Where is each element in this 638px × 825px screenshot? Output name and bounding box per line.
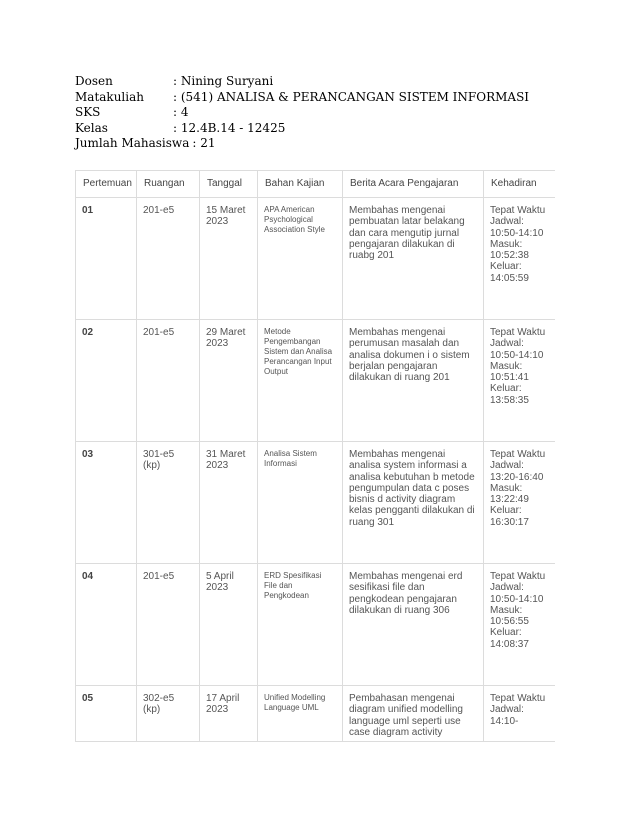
cell-berita-acara: Membahas mengenai analisa system informasi a analisa kebutuhan b metode pengumpulan data c poses bisnis d activity diagram kelas pengganti dilakukan di ruang 301 xyxy=(343,442,484,564)
cell-ruangan: 302-e5 (kp) xyxy=(137,686,200,743)
kelas-value: : 12.4B.14 - 12425 xyxy=(173,121,285,137)
cell-bahan-kajian: Metode Pengembangan Sistem dan Analisa Perancangan Input Output xyxy=(258,320,343,442)
attendance-table xyxy=(75,170,555,742)
table-row xyxy=(76,320,556,442)
jumlah-label: Jumlah Mahasiswa xyxy=(75,136,190,150)
cell-pertemuan: 04 xyxy=(76,564,137,686)
jumlah-value: : 21 xyxy=(192,136,215,152)
cell-bahan-kajian: ERD Spesifikasi File dan Pengkodean xyxy=(258,564,343,686)
cell-pertemuan: 05 xyxy=(76,686,137,743)
col-header-tanggal: Tanggal xyxy=(200,171,258,198)
cell-kehadiran: Tepat Waktu Jadwal: 10:50-14:10 Masuk: 10:52:38 Keluar: 14:05:59 xyxy=(484,198,556,320)
cell-berita-acara: Pembahasan mengenai diagram unified modelling language uml seperti use case diagram activity xyxy=(343,686,484,743)
attendance-table-wrapper xyxy=(75,170,555,742)
sks-row xyxy=(75,105,529,121)
col-header-berita-acara: Berita Acara Pengajaran xyxy=(343,171,484,198)
col-header-kehadiran: Kehadiran xyxy=(484,171,556,198)
table-row xyxy=(76,564,556,686)
table-row xyxy=(76,442,556,564)
col-header-bahan-kajian: Bahan Kajian xyxy=(258,171,343,198)
cell-tanggal: 31 Maret 2023 xyxy=(200,442,258,564)
cell-ruangan: 201-e5 xyxy=(137,564,200,686)
document-header xyxy=(75,74,529,152)
col-header-ruangan: Ruangan xyxy=(137,171,200,198)
jumlah-row xyxy=(75,136,529,152)
cell-ruangan: 201-e5 xyxy=(137,198,200,320)
cell-kehadiran: Tepat Waktu Jadwal: 14:10- xyxy=(484,686,556,743)
table-header-row xyxy=(76,171,556,198)
table-row xyxy=(76,198,556,320)
cell-bahan-kajian: APA American Psychological Association Style xyxy=(258,198,343,320)
kelas-row xyxy=(75,121,529,137)
sks-label: SKS xyxy=(75,105,101,119)
cell-kehadiran: Tepat Waktu Jadwal: 13:20-16:40 Masuk: 13:22:49 Keluar: 16:30:17 xyxy=(484,442,556,564)
matakuliah-label: Matakuliah xyxy=(75,89,144,104)
cell-berita-acara: Membahas mengenai perumusan masalah dan analisa dokumen i o sistem berjalan pengajaran dilakukan di ruang 201 xyxy=(343,320,484,442)
cell-bahan-kajian: Analisa Sistem Informasi xyxy=(258,442,343,564)
cell-tanggal: 5 April 2023 xyxy=(200,564,258,686)
cell-tanggal: 17 April 2023 xyxy=(200,686,258,743)
cell-pertemuan: 02 xyxy=(76,320,137,442)
dosen-value: : Nining Suryani xyxy=(173,74,273,90)
cell-kehadiran: Tepat Waktu Jadwal: 10:50-14:10 Masuk: 10:51:41 Keluar: 13:58:35 xyxy=(484,320,556,442)
kelas-label: Kelas xyxy=(75,120,108,135)
cell-berita-acara: Membahas mengenai pembuatan latar belakang dan cara mengutip jurnal pengajaran dilakukan di ruabg 201 xyxy=(343,198,484,320)
matakuliah-row xyxy=(75,90,529,106)
sks-value: : 4 xyxy=(173,105,189,121)
matakuliah-value: : (541) ANALISA & PERANCANGAN SISTEM INFORMASI xyxy=(173,90,529,106)
cell-tanggal: 29 Maret 2023 xyxy=(200,320,258,442)
cell-ruangan: 201-e5 xyxy=(137,320,200,442)
cell-kehadiran: Tepat Waktu Jadwal: 10:50-14:10 Masuk: 10:56:55 Keluar: 14:08:37 xyxy=(484,564,556,686)
cell-pertemuan: 01 xyxy=(76,198,137,320)
col-header-pertemuan: Pertemuan xyxy=(76,171,137,198)
table-row xyxy=(76,686,556,743)
dosen-label: Dosen xyxy=(75,74,113,88)
cell-berita-acara: Membahas mengenai erd sesifikasi file dan pengkodean pengajaran dilakukan di ruang 306 xyxy=(343,564,484,686)
dosen-row xyxy=(75,74,529,90)
cell-tanggal: 15 Maret 2023 xyxy=(200,198,258,320)
cell-pertemuan: 03 xyxy=(76,442,137,564)
cell-bahan-kajian: Unified Modelling Language UML xyxy=(258,686,343,743)
cell-ruangan: 301-e5 (kp) xyxy=(137,442,200,564)
